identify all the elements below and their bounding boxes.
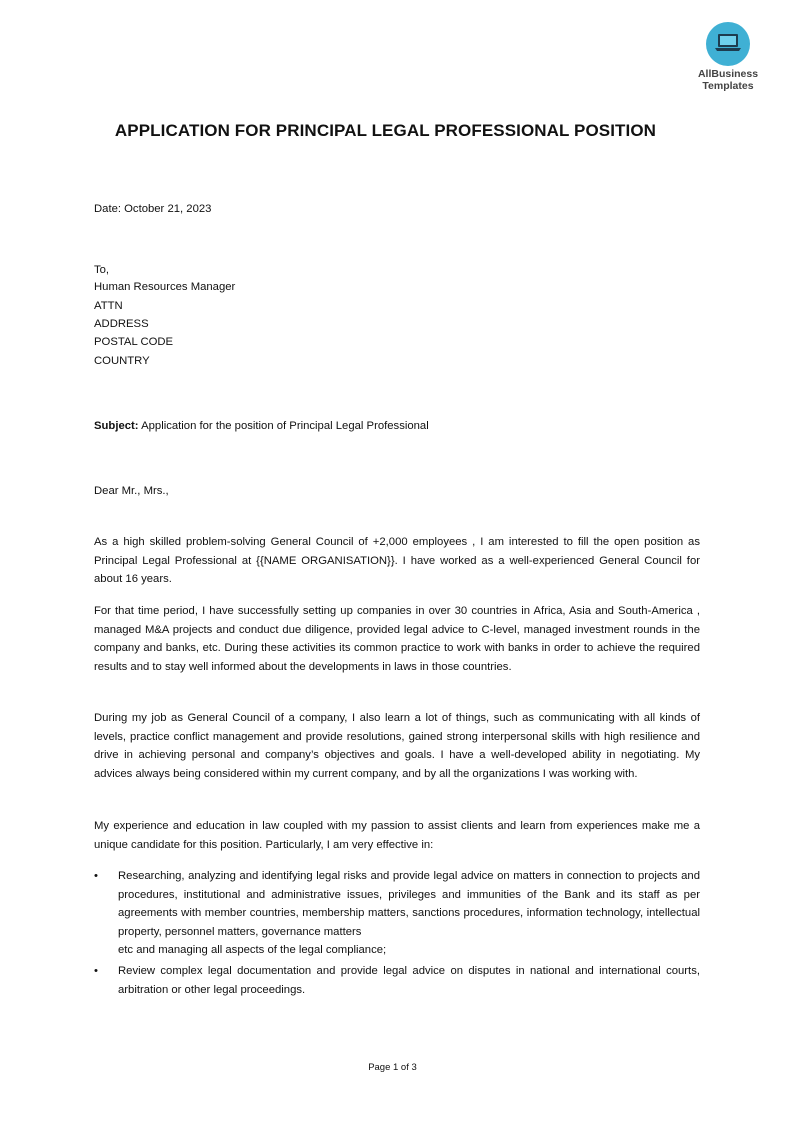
address-line-attn: ATTN xyxy=(94,300,123,312)
document-title: APPLICATION FOR PRINCIPAL LEGAL PROFESSIONAL POSITION xyxy=(114,121,657,140)
laptop-icon xyxy=(706,22,750,66)
address-line-postal-code: POSTAL CODE xyxy=(94,336,174,348)
address-line-address: ADDRESS xyxy=(94,318,149,330)
paragraph-3: During my job as General Council of a company, I also learn a lot of things, such as communicating with all kinds of levels, practice conflict management and provide resolutions, gained strong interpersonal skills with high resilience and drive in achieving personal and company’s objectives and goals. I have a well-developed ability in negotiating. My advices always being considered within my current company, and by all the organizations I was working with. xyxy=(94,712,700,780)
paragraph-2: For that time period, I have successfully setting up companies in over 30 countries in Africa, Asia and South-America , managed M&A projects and conduct due diligence, provided legal advice to C-level, managed investment rounds in the company and banks, etc. During these activities its common practice to work with banks in order to achieve the required results and to stay well informed about the developments in laws in those countries. xyxy=(94,605,700,673)
subject-label: Subject: xyxy=(94,420,139,432)
address-line-country: COUNTRY xyxy=(94,355,150,367)
skills-list xyxy=(94,867,700,999)
list-item-text: Researching, analyzing and identifying legal risks and provide legal advice on matters in connection to projects and procedures, institutional and administrative issues, privileges and immunities of the Bank and its staff as per agreements with member countries, membership matters, sanctions procedures, information technology, intellectual property, personnel matters, governance matters xyxy=(118,870,700,938)
salutation: Dear Mr., Mrs., xyxy=(94,485,169,497)
list-item xyxy=(94,962,700,999)
paragraph-1: As a high skilled problem-solving General Council of +2,000 employees , I am interested to fill the open position as Principal Legal Professional at {{NAME ORGANISATION}}. I have worked as a well-experienced General Council for about 16 years. xyxy=(94,536,700,586)
list-item-text: Review complex legal documentation and provide legal advice on disputes in national and international courts, arbitration or other legal proceedings. xyxy=(118,964,700,996)
bullet-marker: • xyxy=(94,870,98,882)
allbusiness-templates-logo xyxy=(688,22,768,92)
list-item xyxy=(94,867,700,960)
address-to: To, xyxy=(94,264,110,276)
logo-wordmark: AllBusiness Templates xyxy=(697,68,759,92)
subject-text: Application for the position of Principal Legal Professional xyxy=(138,420,429,432)
address-line-recipient: Human Resources Manager xyxy=(94,281,236,293)
bullet-marker: • xyxy=(94,964,98,977)
paragraph-4: My experience and education in law coupled with my passion to assist clients and learn from experiences make me a unique candidate for this position. Particularly, I am very effective in: xyxy=(94,820,700,851)
list-item-continuation: etc and managing all aspects of the legal compliance; xyxy=(118,944,387,957)
subject-line xyxy=(94,417,429,436)
letter-date: Date: October 21, 2023 xyxy=(94,203,212,215)
page-number: Page 1 of 3 xyxy=(368,1062,417,1073)
